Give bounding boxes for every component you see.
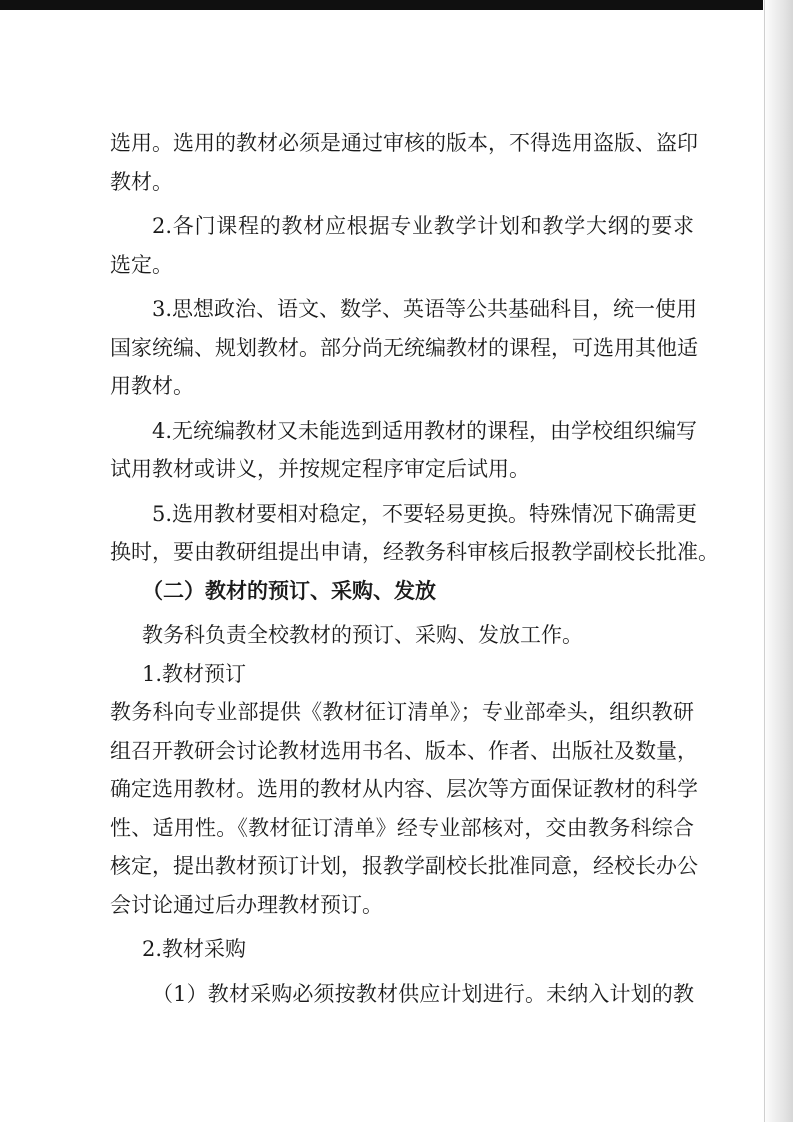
- paragraph-item-3: [110, 290, 698, 406]
- text-line: 确定选用教材。选用的教材从内容、层次等方面保证教材的科学: [110, 777, 698, 801]
- paragraph-responsibility: [110, 616, 694, 655]
- text-line: 教材。: [110, 169, 173, 194]
- text-line: 性、适用性。《教材征订清单》经专业部核对，交由教务科综合: [110, 815, 694, 840]
- text-line: 试用教材或讲义，并按规定程序审定后试用。: [110, 457, 530, 481]
- text-line: 选定。: [110, 252, 173, 277]
- paragraph-item-2: [110, 207, 694, 284]
- text-line: 教务科负责全校教材的预订、采购、发放工作。: [142, 623, 583, 647]
- paragraph-selection-approved: [110, 124, 698, 201]
- text-line: 5.选用教材要相对稳定，不要轻易更换。特殊情况下确需更: [152, 501, 698, 526]
- subheading-ordering: [110, 655, 694, 694]
- scan-top-edge: [0, 0, 793, 10]
- heading-line: 1.教材预订: [142, 661, 247, 686]
- paragraph-ordering-process: [110, 693, 698, 924]
- text-line: 国家统编、规划教材。部分尚无统编教材的课程，可选用其他适: [110, 335, 698, 360]
- text-line: 组召开教研会讨论教材选用书名、版本、作者、出版社及数量，: [110, 738, 698, 763]
- text-line: 用教材。: [110, 374, 194, 398]
- text-line: 选用。选用的教材必须是通过审核的版本，不得选用盗版、盗印: [110, 131, 698, 155]
- section-heading-ordering: [110, 572, 694, 611]
- paragraph-purchasing-rule: [110, 975, 694, 1014]
- heading-line: 2.教材采购: [142, 937, 247, 961]
- scan-page-edge: [764, 0, 765, 1122]
- text-line: 教务科向专业部提供《教材征订清单》；专业部牵头，组织教研: [110, 700, 694, 724]
- scan-right-shadow: [763, 0, 793, 1122]
- paragraph-item-4: [110, 412, 698, 489]
- text-line: 2.各门课程的教材应根据专业教学计划和教学大纲的要求: [152, 214, 694, 238]
- heading-line: （二）教材的预订、采购、发放: [142, 577, 436, 603]
- paragraph-item-5: [110, 495, 719, 572]
- text-line: 会讨论通过后办理教材预订。: [110, 892, 383, 917]
- text-line: 4.无统编教材又未能选到适用教材的课程，由学校组织编写: [152, 418, 698, 443]
- text-line: 换时，要由教研组提出申请，经教务科审核后报教学副校长批准。: [110, 540, 719, 564]
- text-line: （1）教材采购必须按教材供应计划进行。未纳入计划的教: [152, 981, 694, 1006]
- document-body: [110, 124, 719, 1013]
- subheading-purchasing: [110, 930, 694, 969]
- text-line: 3.思想政治、语文、数学、英语等公共基础科目，统一使用: [152, 297, 698, 321]
- text-line: 核定，提出教材预订计划，报教学副校长批准同意，经校长办公: [110, 854, 698, 878]
